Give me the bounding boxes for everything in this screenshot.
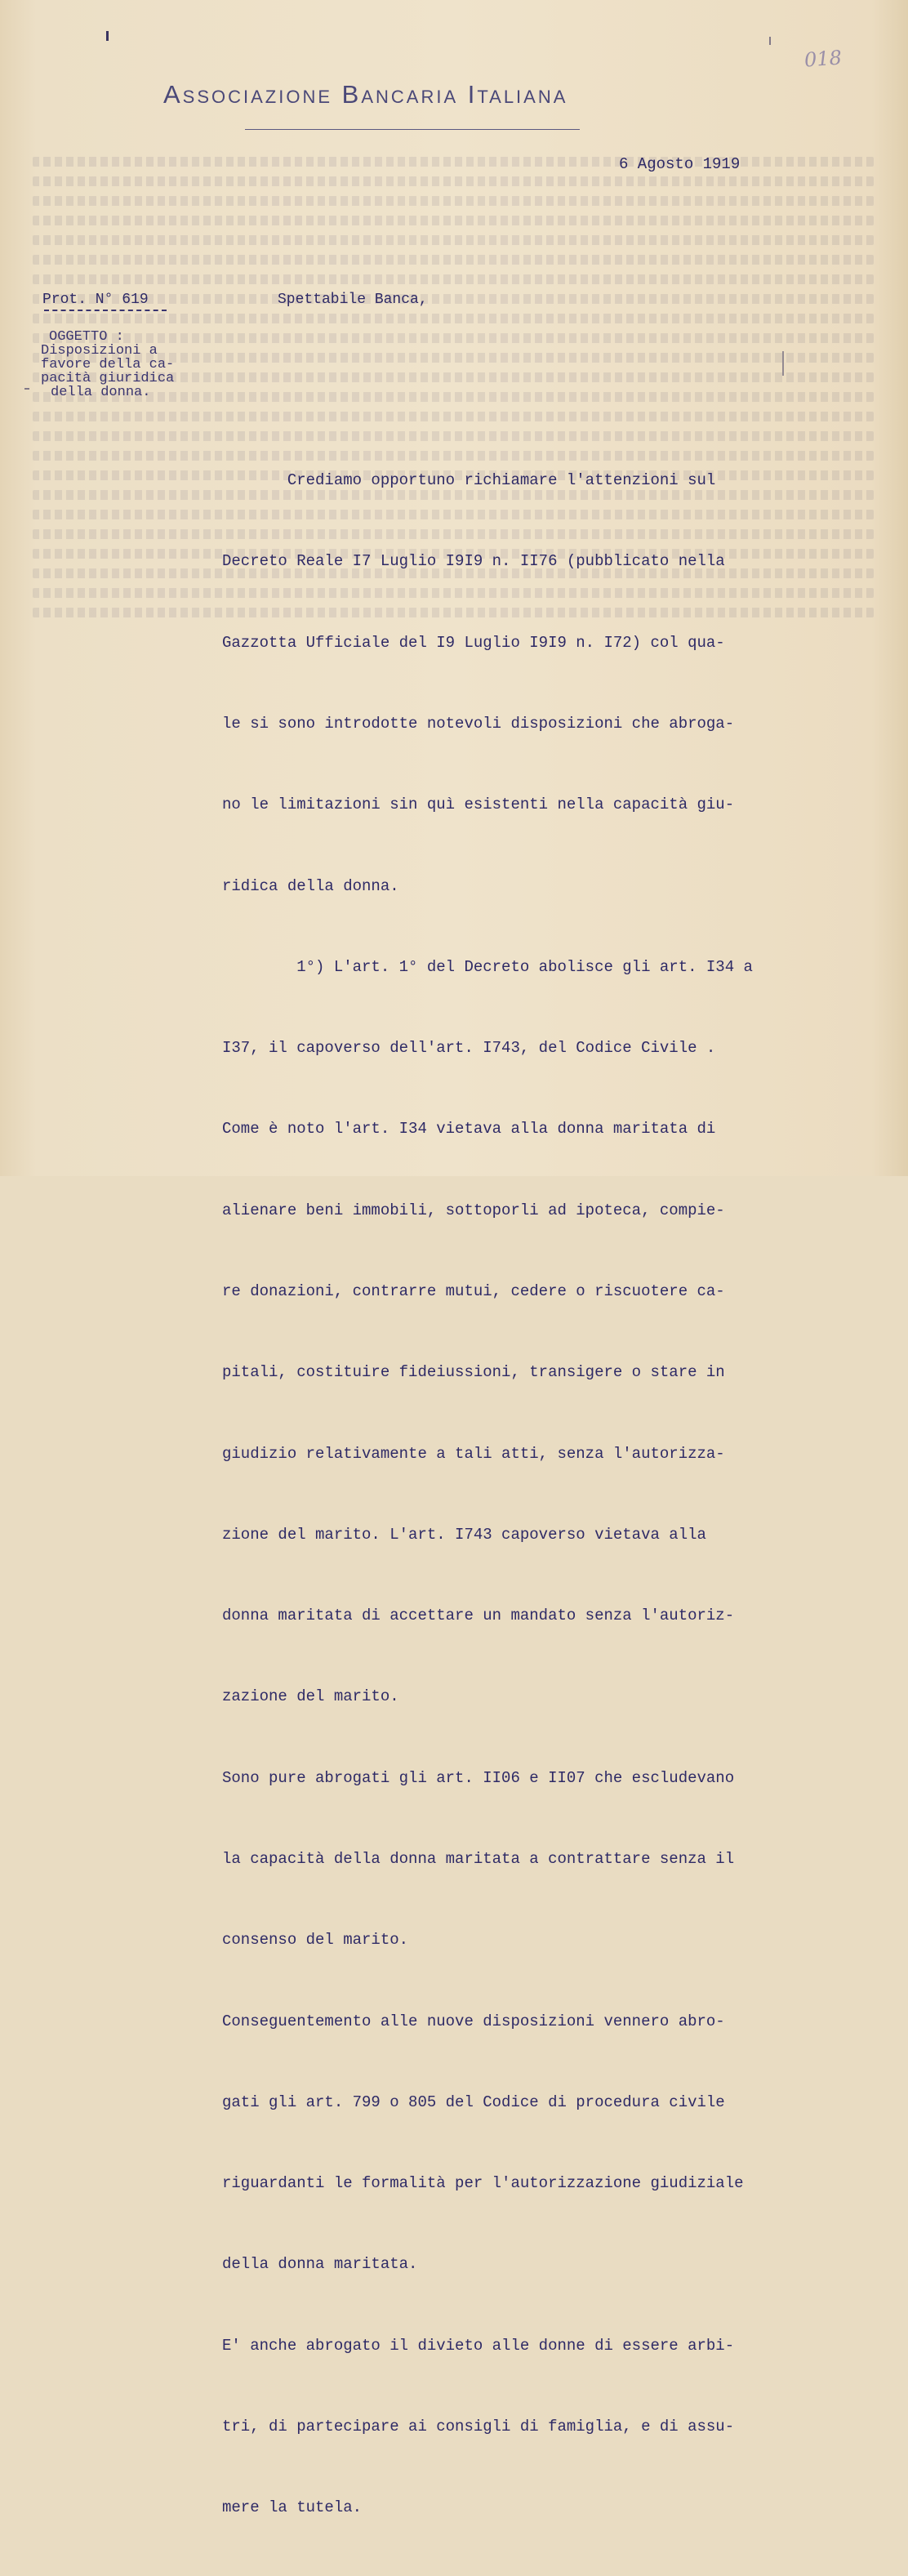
subject-line: favore della ca- — [41, 357, 175, 372]
body-line: ridica della donna. — [222, 876, 399, 895]
body-line: I37, il capoverso dell'art. I743, del Codice Civile . — [222, 1039, 716, 1058]
body-line: Sono pure abrogati gli art. II06 e II07 che escludevano — [222, 1768, 735, 1787]
body-line: consenso del marito. — [222, 1931, 409, 1950]
subject-line: della donna. — [51, 385, 151, 400]
ink-mark — [782, 351, 784, 376]
body-line: pitali, costituire fideiussioni, transigere o stare in — [222, 1363, 725, 1382]
body-line: tri, di partecipare ai consigli di famiglia, e di assu- — [222, 2417, 735, 2436]
ink-mark — [106, 31, 109, 41]
body-line: mere la tutela. — [222, 2498, 363, 2517]
body-line: gati gli art. 799 o 805 del Codice di procedura civile — [222, 2092, 725, 2111]
body-line: E' anche abrogato il divieto alle donne di essere arbi- — [222, 2336, 735, 2355]
addressee: Spettabile Banca, — [278, 292, 428, 308]
subject-label: OGGETTO : — [49, 329, 124, 345]
body-line: no le limitazioni sin quì esistenti nella capacità giu- — [222, 796, 735, 814]
body-line: la capacità della donna maritata a contrattare senza il — [222, 1849, 735, 1868]
body-line: Decreto Reale I7 Luglio I9I9 n. II76 (pubblicato nella — [222, 552, 725, 571]
body-line: Gazzotta Ufficiale del I9 Luglio I9I9 n. I72) col qua- — [222, 633, 725, 652]
body-line: Conseguentemento alle nuove disposizioni vennero abro- — [222, 2012, 725, 2030]
body-line: Come è noto l'art. I34 vietava alla donna maritata di — [222, 1120, 716, 1139]
letterhead-rule — [245, 129, 580, 131]
letter-body — [222, 413, 810, 2576]
subject-line: Disposizioni a — [41, 343, 158, 359]
body-line: giudizio relativamente a tali atti, senza l'autorizza- — [222, 1444, 725, 1463]
body-line: zazione del marito. — [222, 1687, 399, 1706]
ink-mark — [24, 388, 29, 390]
letter-date: 6 Agosto 1919 — [619, 155, 741, 173]
subject-block — [41, 330, 229, 399]
body-line: donna maritata di accettare un mandato senza l'autoriz- — [222, 1607, 735, 1625]
letterhead-title: Associazione Bancaria Italiana — [163, 80, 568, 109]
body-line: alienare beni immobili, sottoporli ad ipoteca, compie- — [222, 1201, 725, 1219]
archive-number: 018 — [803, 46, 843, 72]
body-line: riguardanti le formalità per l'autorizzazione giudiziale — [222, 2174, 744, 2193]
body-line: della donna maritata. — [222, 2255, 418, 2274]
subject-line: pacità giuridica — [41, 371, 175, 386]
body-line: 1°) L'art. 1° del Decreto abolisce gli art. I34 a — [222, 957, 753, 976]
body-line: Crediamo opportuno richiamare l'attenzioni sul — [222, 471, 716, 490]
body-line: re donazioni, contrarre mutui, cedere o riscuotere ca- — [222, 1282, 725, 1300]
protocol-underline — [44, 310, 167, 311]
body-line: zione del marito. L'art. I743 capoverso vietava alla — [222, 1525, 706, 1544]
ink-mark — [769, 37, 771, 45]
body-line: le si sono introdotte notevoli disposizioni che abroga- — [222, 715, 735, 733]
protocol-number: Prot. N° 619 — [42, 292, 149, 308]
